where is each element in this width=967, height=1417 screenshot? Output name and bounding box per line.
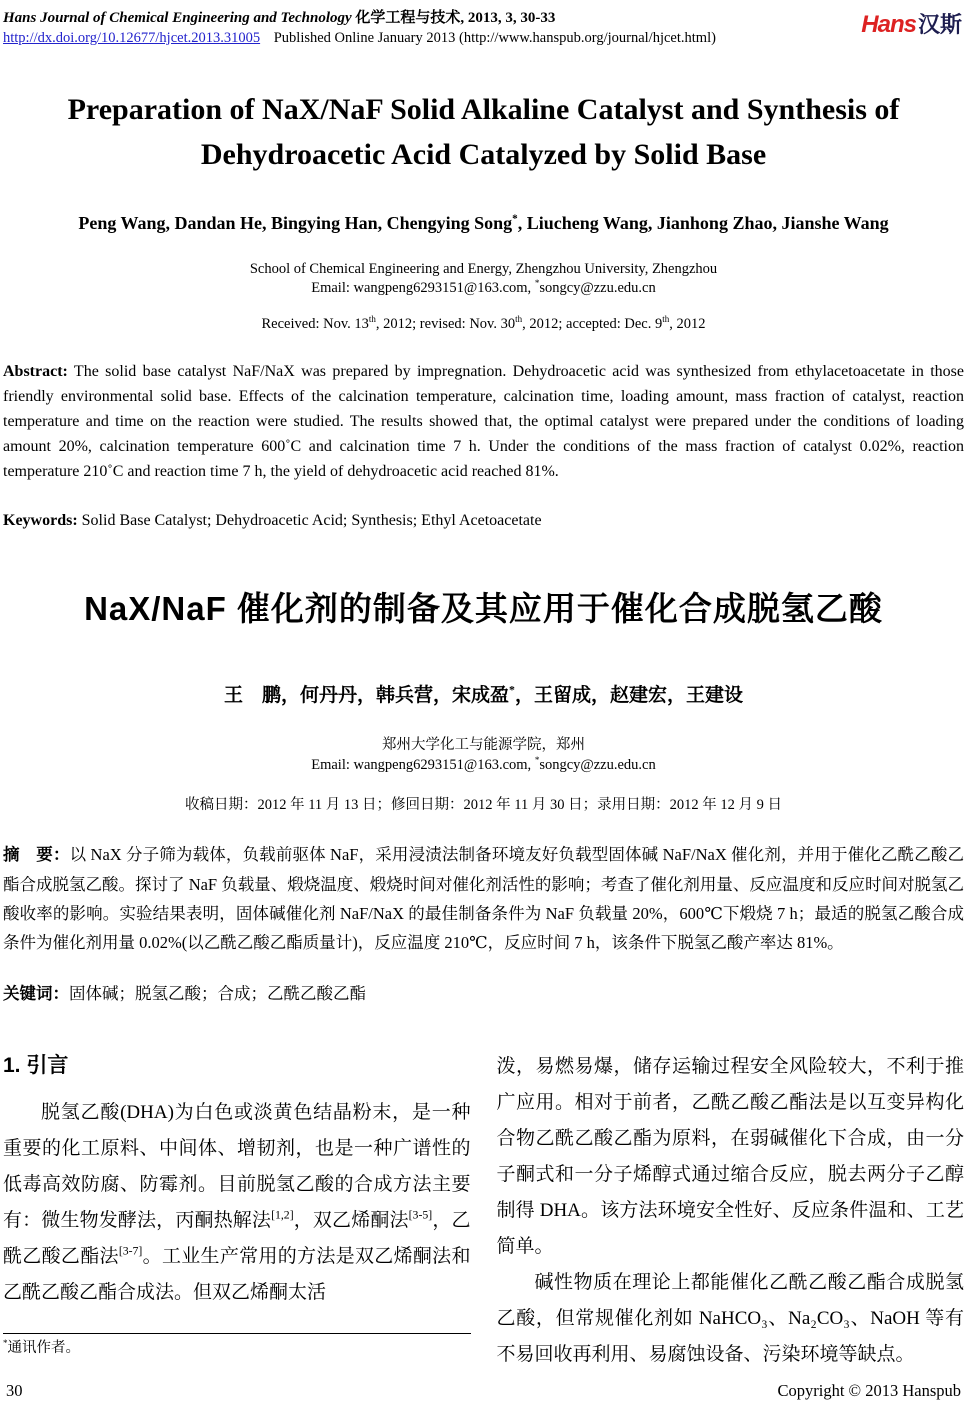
keywords-en-text: Solid Base Catalyst; Dehydroacetic Acid; Synthesis; Ethyl Acetoacetate — [77, 512, 542, 529]
abstract-en-text: The solid base catalyst NaF/NaX was prepared by impregnation. Dehydroacetic acid was synthesized from ethylacetoacetate in those friendly environmental solid base. Effects of the calcination temperature, calcination time, loading amount, mass fraction of catalyst, reaction temperature and time on the reaction were studied. The results showed that, the optimal catalyst were prepared under the conditions of loading amount 20%, calcination temperature 600˚C and calcination time 7 h. Under the conditions of the mass fraction of catalyst 0.02%, reaction temperature 210˚C and reaction time 7 h, the yield of dehydroacetic acid reached 81%. — [3, 363, 964, 480]
email-cn-post: songcy@zzu.edu.cn — [539, 757, 656, 773]
citation-ref: [3-5] — [408, 1208, 433, 1222]
hanspub-logo-cn: 汉斯 — [917, 12, 962, 37]
authors-cn-pre: 王 鹏，何丹丹，韩兵营，宋成盈 — [224, 685, 510, 706]
received-sup: th — [368, 314, 376, 325]
authors-en-post: , Liucheng Wang, Jianhong Zhao, Jianshe Wang — [517, 213, 889, 233]
doi-link[interactable]: http://dx.doi.org/10.12677/hjcet.2013.31005 — [3, 30, 261, 46]
intro-paragraph-right-2: 碱性物质在理论上都能催化乙酰乙酸乙酯合成脱氢乙酸，但常规催化剂如 NaHCO₃、Na₂CO₃、NaOH 等有不易回收再利用、易腐蚀设备、污染环境等缺点。 — [496, 1272, 964, 1365]
email-en-post: songcy@zzu.edu.cn — [539, 280, 656, 296]
email-en-sup: * — [534, 278, 540, 289]
doi-line — [3, 28, 964, 49]
authors-cn-sup: * — [509, 683, 515, 697]
footnote-label: 通讯作者。 — [7, 1340, 80, 1356]
affiliation-en: School of Chemical Engineering and Energy, Zhengzhou University, Zhengzhou — [249, 261, 718, 277]
affiliation-cn: 郑州大学化工与能源学院，郑州 — [382, 737, 585, 753]
page-footer — [6, 1381, 961, 1401]
authors-cn — [3, 680, 964, 707]
right-column — [497, 1049, 965, 1373]
footnote-divider — [3, 1333, 471, 1334]
received-part: , 2012 — [669, 316, 706, 332]
abstract-en — [3, 359, 964, 484]
intro-left-seg: 脱氢乙酸(DHA)为白色或淡黄色结晶粉末，是一种重要的化工原料、中间体、增韧剂，也是一种广谱性的低毒高效防腐、防霉剂。目前脱氢乙酸的合成方法主要有：微生物发酵法，丙酮热解法 — [3, 1102, 471, 1231]
received-part: Received: Nov. 13 — [261, 316, 369, 332]
email-line-en — [3, 279, 964, 298]
footnote-sup: * — [3, 1338, 8, 1349]
copyright-notice: Copyright © 2013 Hanspub — [777, 1381, 961, 1400]
footnote-text — [3, 1338, 471, 1358]
abstract-cn-label: 摘 要： — [3, 846, 70, 864]
email-en-pre: Email: wangpeng6293151@163.com, — [311, 280, 535, 296]
journal-title-line — [3, 8, 964, 28]
hanspub-logo-hans: Hans — [861, 11, 916, 38]
published-info: Published Online January 2013 (http://www.hanspub.org/journal/hjcet.html) — [273, 30, 716, 46]
abstract-en-label: Abstract: — [3, 363, 68, 380]
dates-line-cn: 收稿日期：2012 年 11 月 13 日；修回日期：2012 年 11 月 30 日；录用日期：2012 年 12 月 9 日 — [184, 797, 783, 813]
authors-en-pre: Peng Wang, Dandan He, Bingying Han, Chengying Song — [78, 213, 513, 233]
journal-title-en: Hans Journal of Chemical Engineering and Technology — [3, 10, 352, 26]
intro-paragraph-left — [3, 1095, 471, 1311]
intro-left-seg: ，乙酰乙酸乙酯法 — [3, 1210, 471, 1267]
received-sup: th — [662, 314, 670, 325]
paper-title-cn: NaX/NaF 催化剂的制备及其应用于催化合成脱氢乙酸 — [84, 590, 883, 627]
email-cn-sup: * — [534, 755, 540, 766]
citation-ref: [1,2] — [271, 1208, 294, 1222]
keywords-cn-text: 固体碱；脱氢乙酸；合成；乙酰乙酸乙酯 — [69, 984, 366, 1003]
abstract-cn — [3, 840, 964, 957]
section-1-heading: 1. 引言 — [3, 1054, 69, 1077]
hanspub-logo — [861, 8, 962, 39]
email-line-cn — [3, 755, 964, 775]
received-line — [3, 316, 964, 333]
left-column — [3, 1049, 471, 1373]
paper-title-en: Preparation of NaX/NaF Solid Alkaline Catalyst and Synthesis of Dehydroacetic Acid Catalyzed by Solid Base — [67, 93, 900, 171]
journal-title-cn: 化学工程与技术, 2013, 3, 30-33 — [355, 10, 556, 26]
page-header — [3, 8, 964, 49]
intro-paragraph-right-1: 泼，易燃易爆，储存运输过程安全风险较大，不利于推广应用。相对于前者，乙酰乙酸乙酯法是以互变异构化合物乙酰乙酸乙酯为原料，在弱碱催化下合成，由一分子酮式和一分子烯醇式通过缩合反应，脱去两分子乙醇制得 DHA。该方法环境安全性好、反应条件温和、工艺简单。 — [496, 1056, 964, 1257]
authors-en-sup: * — [512, 213, 518, 225]
citation-ref: [3-7] — [118, 1244, 143, 1258]
keywords-en-label: Keywords: — [3, 512, 78, 529]
received-part: , 2012; revised: Nov. 30 — [375, 316, 516, 332]
intro-left-seg: 。工业生产常用的方法是双乙烯酮法和乙酰乙酸乙酯合成法。但双乙烯酮太活 — [3, 1246, 471, 1303]
received-sup: th — [515, 314, 523, 325]
intro-left-seg: ，双乙烯酮法 — [293, 1210, 409, 1231]
two-column-body — [3, 1049, 964, 1373]
footnote-block — [3, 1333, 471, 1358]
authors-en — [3, 213, 964, 234]
keywords-en — [3, 508, 964, 533]
abstract-cn-text: 以 NaX 分子筛为载体，负载前驱体 NaF，采用浸渍法制备环境友好负载型固体碱 NaF/NaX 催化剂，并用于催化乙酰乙酸乙酯合成脱氢乙酸。探讨了 NaF 负载量、煅烧温度、煅烧时间对催化剂活性的影响；考查了催化剂用量、反应温度和反应时间对脱氢乙酸收率的影响。实验结果表明，固体碱催化剂 NaF/NaX 的最佳制备条件为 NaF 负载量 20%，600℃下煅烧 7 h；最适的脱氢乙酸合成条件为催化剂用量 0.02%(以乙酰乙酸乙酯质量计)，反应温度 210℃，反应时间 7 h，该条件下脱氢乙酸产率达 81%。 — [3, 845, 964, 952]
keywords-cn-label: 关键词： — [3, 985, 69, 1003]
page-number: 30 — [6, 1381, 23, 1400]
email-cn-pre: Email: wangpeng6293151@163.com, — [311, 757, 535, 773]
keywords-cn — [3, 979, 964, 1009]
authors-cn-post: ，王留成，赵建宏，王建设 — [514, 685, 743, 706]
received-part: , 2012; accepted: Dec. 9 — [522, 316, 663, 332]
